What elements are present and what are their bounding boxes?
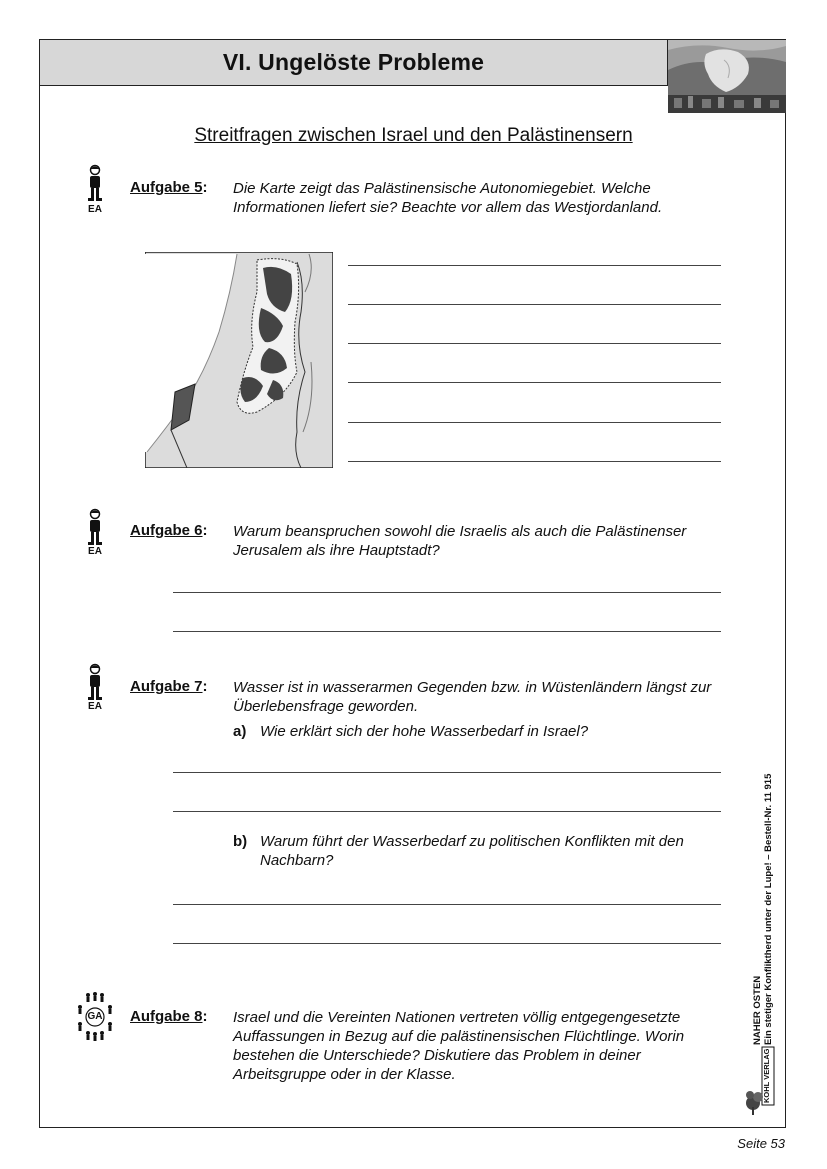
work-mode-badge: EA [88,546,102,557]
task-text: Wasser ist in wasserarmen Gegenden bzw. in Wüstenländern längst zur Überlebensfrage geworden. [233,679,712,715]
sidebar-text [750,745,784,1045]
task-text: Warum beanspruchen sowohl die Israelis als auch die Palästinenser Jerusalem als ihre Hauptstadt? [233,523,687,559]
task-label: Aufgabe 7: [130,678,208,695]
answer-line[interactable] [173,943,721,944]
answer-line[interactable] [348,265,721,266]
task-label: Aufgabe 8: [130,1008,208,1025]
page-title: VI. Ungelöste Probleme [222,49,485,75]
answer-line[interactable] [348,304,721,305]
section-subtitle: Streitfragen zwischen Israel und den Palästinensern [194,125,633,146]
sub-question: a) Wie erklärt sich der hohe Wasserbedarf in Israel? [233,723,589,740]
header-band [40,40,668,86]
answer-line[interactable] [348,343,721,344]
answer-line[interactable] [173,631,721,632]
answer-line[interactable] [173,772,721,773]
answer-line[interactable] [173,904,721,905]
work-mode-badge: EA [88,204,102,215]
answer-line[interactable] [348,422,721,423]
sidebar-book-info: Ein stetiger Konfliktherd unter der Lupe! – Bestell-Nr. 11 915 [763,773,774,1045]
header-landscape-image [668,40,786,113]
task-text: Israel und die Vereinten Nationen vertreten völlig entgegengesetzte Auffassungen in Bezug auf die palästinensischen Flüchtlinge. Worin bestehen die Unterschiede? Diskutiere das Problem in deiner Arbeitsgruppe oder in der Klasse. [233,1009,685,1083]
answer-line[interactable] [173,811,721,812]
task-label: Aufgabe 6: [130,522,208,539]
page-number: Seite 53 [737,1136,785,1151]
task-label: Aufgabe 5: [130,179,208,196]
palestine-map [145,252,333,468]
sidebar-series-title: NAHER OSTEN [752,975,763,1045]
sub-question: b) Warum führt der Wasserbedarf zu politischen Konflikten mit den Nachbarn? [233,833,684,869]
answer-line[interactable] [348,461,721,462]
publisher-name: KOHL VERLAG [762,1048,771,1103]
task-text: Die Karte zeigt das Palästinensische Autonomiegebiet. Welche Informationen liefert sie? Beachte vor allem das Westjordanland. [233,180,663,216]
answer-line[interactable] [348,382,721,383]
work-mode-badge: GA [87,1011,103,1022]
answer-line[interactable] [173,592,721,593]
work-mode-badge: EA [88,701,102,712]
